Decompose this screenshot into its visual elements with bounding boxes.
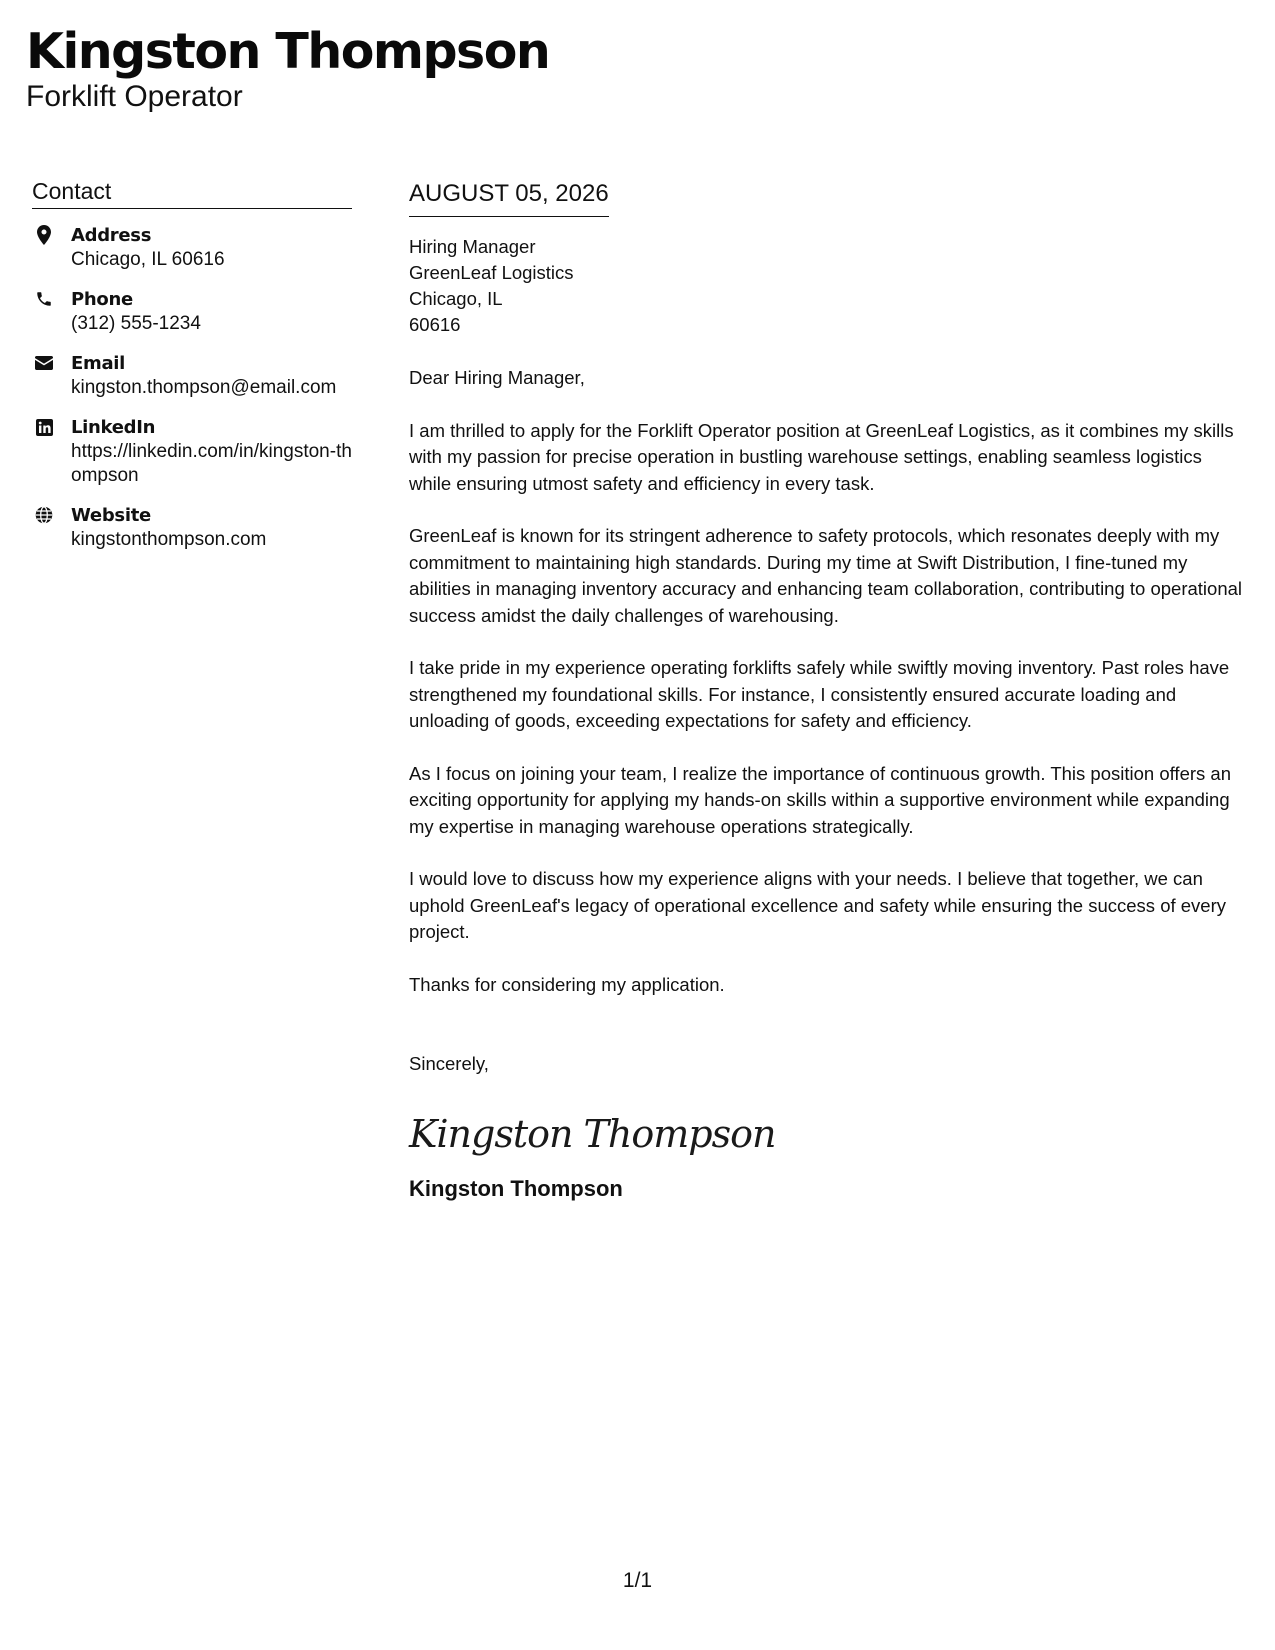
contact-item-address	[32, 223, 352, 272]
contact-value: kingston.thompson@email.com	[71, 377, 337, 398]
contact-item-website	[32, 503, 352, 552]
contact-label: Email	[71, 353, 126, 374]
contact-label: LinkedIn	[71, 417, 156, 438]
body-paragraph: As I focus on joining your team, I realize the importance of continuous growth. This position offers an exciting opportunity for applying my hands-on skills within a supportive environment while expanding my expertise in managing warehouse operations strategically.	[409, 762, 1231, 837]
body-paragraph: I take pride in my experience operating forklifts safely while swiftly moving inventory. Past roles have strengthened my foundational skills. For instance, I consistently ensured accurate loading and unloading of goods, exceeding expectations for safety and efficiency.	[409, 657, 1230, 731]
handwritten-signature: Kingston Thompson	[409, 1111, 776, 1156]
contact-value: https://linkedin.com/in/kingston-thompson	[71, 441, 352, 486]
linkedin-icon	[34, 417, 54, 437]
page-number: 1/1	[622, 1569, 653, 1592]
letter-header	[26, 22, 549, 114]
globe-icon	[34, 505, 54, 525]
applicant-job-title: Forklift Operator	[26, 80, 243, 113]
contact-label: Address	[71, 225, 152, 246]
phone-icon	[34, 289, 54, 309]
contact-value: kingstonthompson.com	[71, 529, 267, 550]
contact-item-email	[32, 351, 352, 400]
sign-off: Sincerely,	[409, 1053, 489, 1074]
recipient-block	[409, 234, 1249, 338]
salutation: Dear Hiring Manager,	[409, 367, 585, 388]
contact-label: Phone	[71, 289, 133, 310]
recipient-line: Chicago, IL	[409, 288, 503, 309]
body-paragraph: I would love to discuss how my experience aligns with your needs. I believe that together, we can uphold GreenLeaf's legacy of operational excellence and safety while ensuring the success of every project.	[409, 868, 1226, 942]
letter-body	[409, 178, 1249, 1204]
body-paragraph: I am thrilled to apply for the Forklift Operator position at GreenLeaf Logistics, as it combines my skills with my passion for precise operation in bustling warehouse settings, enabling seamless logistics while ensuring utmost safety and efficiency in every task.	[409, 419, 1234, 494]
envelope-icon	[34, 353, 54, 373]
contact-heading: Contact	[32, 176, 352, 209]
body-paragraph: GreenLeaf is known for its stringent adherence to safety protocols, which resonates deeply with my commitment to maintaining high standards. During my time at Swift Distribution, I fine-tuned my abilities in managing inventory accuracy and enhancing team collaboration, contributing to operational success amidst the daily challenges of warehousing.	[409, 525, 1243, 626]
map-pin-icon	[34, 225, 54, 245]
contact-value: Chicago, IL 60616	[71, 249, 225, 270]
recipient-line: GreenLeaf Logistics	[409, 262, 574, 283]
recipient-line: 60616	[409, 314, 461, 335]
contact-value: (312) 555-1234	[71, 313, 201, 334]
contact-label: Website	[71, 505, 151, 526]
contact-item-linkedin	[32, 415, 352, 488]
signer-name: Kingston Thompson	[409, 1175, 623, 1201]
letter-date: AUGUST 05, 2026	[409, 178, 609, 217]
contact-sidebar	[32, 176, 352, 567]
contact-item-phone	[32, 287, 352, 336]
recipient-line: Hiring Manager	[409, 236, 536, 257]
applicant-name: Kingston Thompson	[26, 23, 550, 80]
closing-thanks: Thanks for considering my application.	[409, 973, 725, 995]
